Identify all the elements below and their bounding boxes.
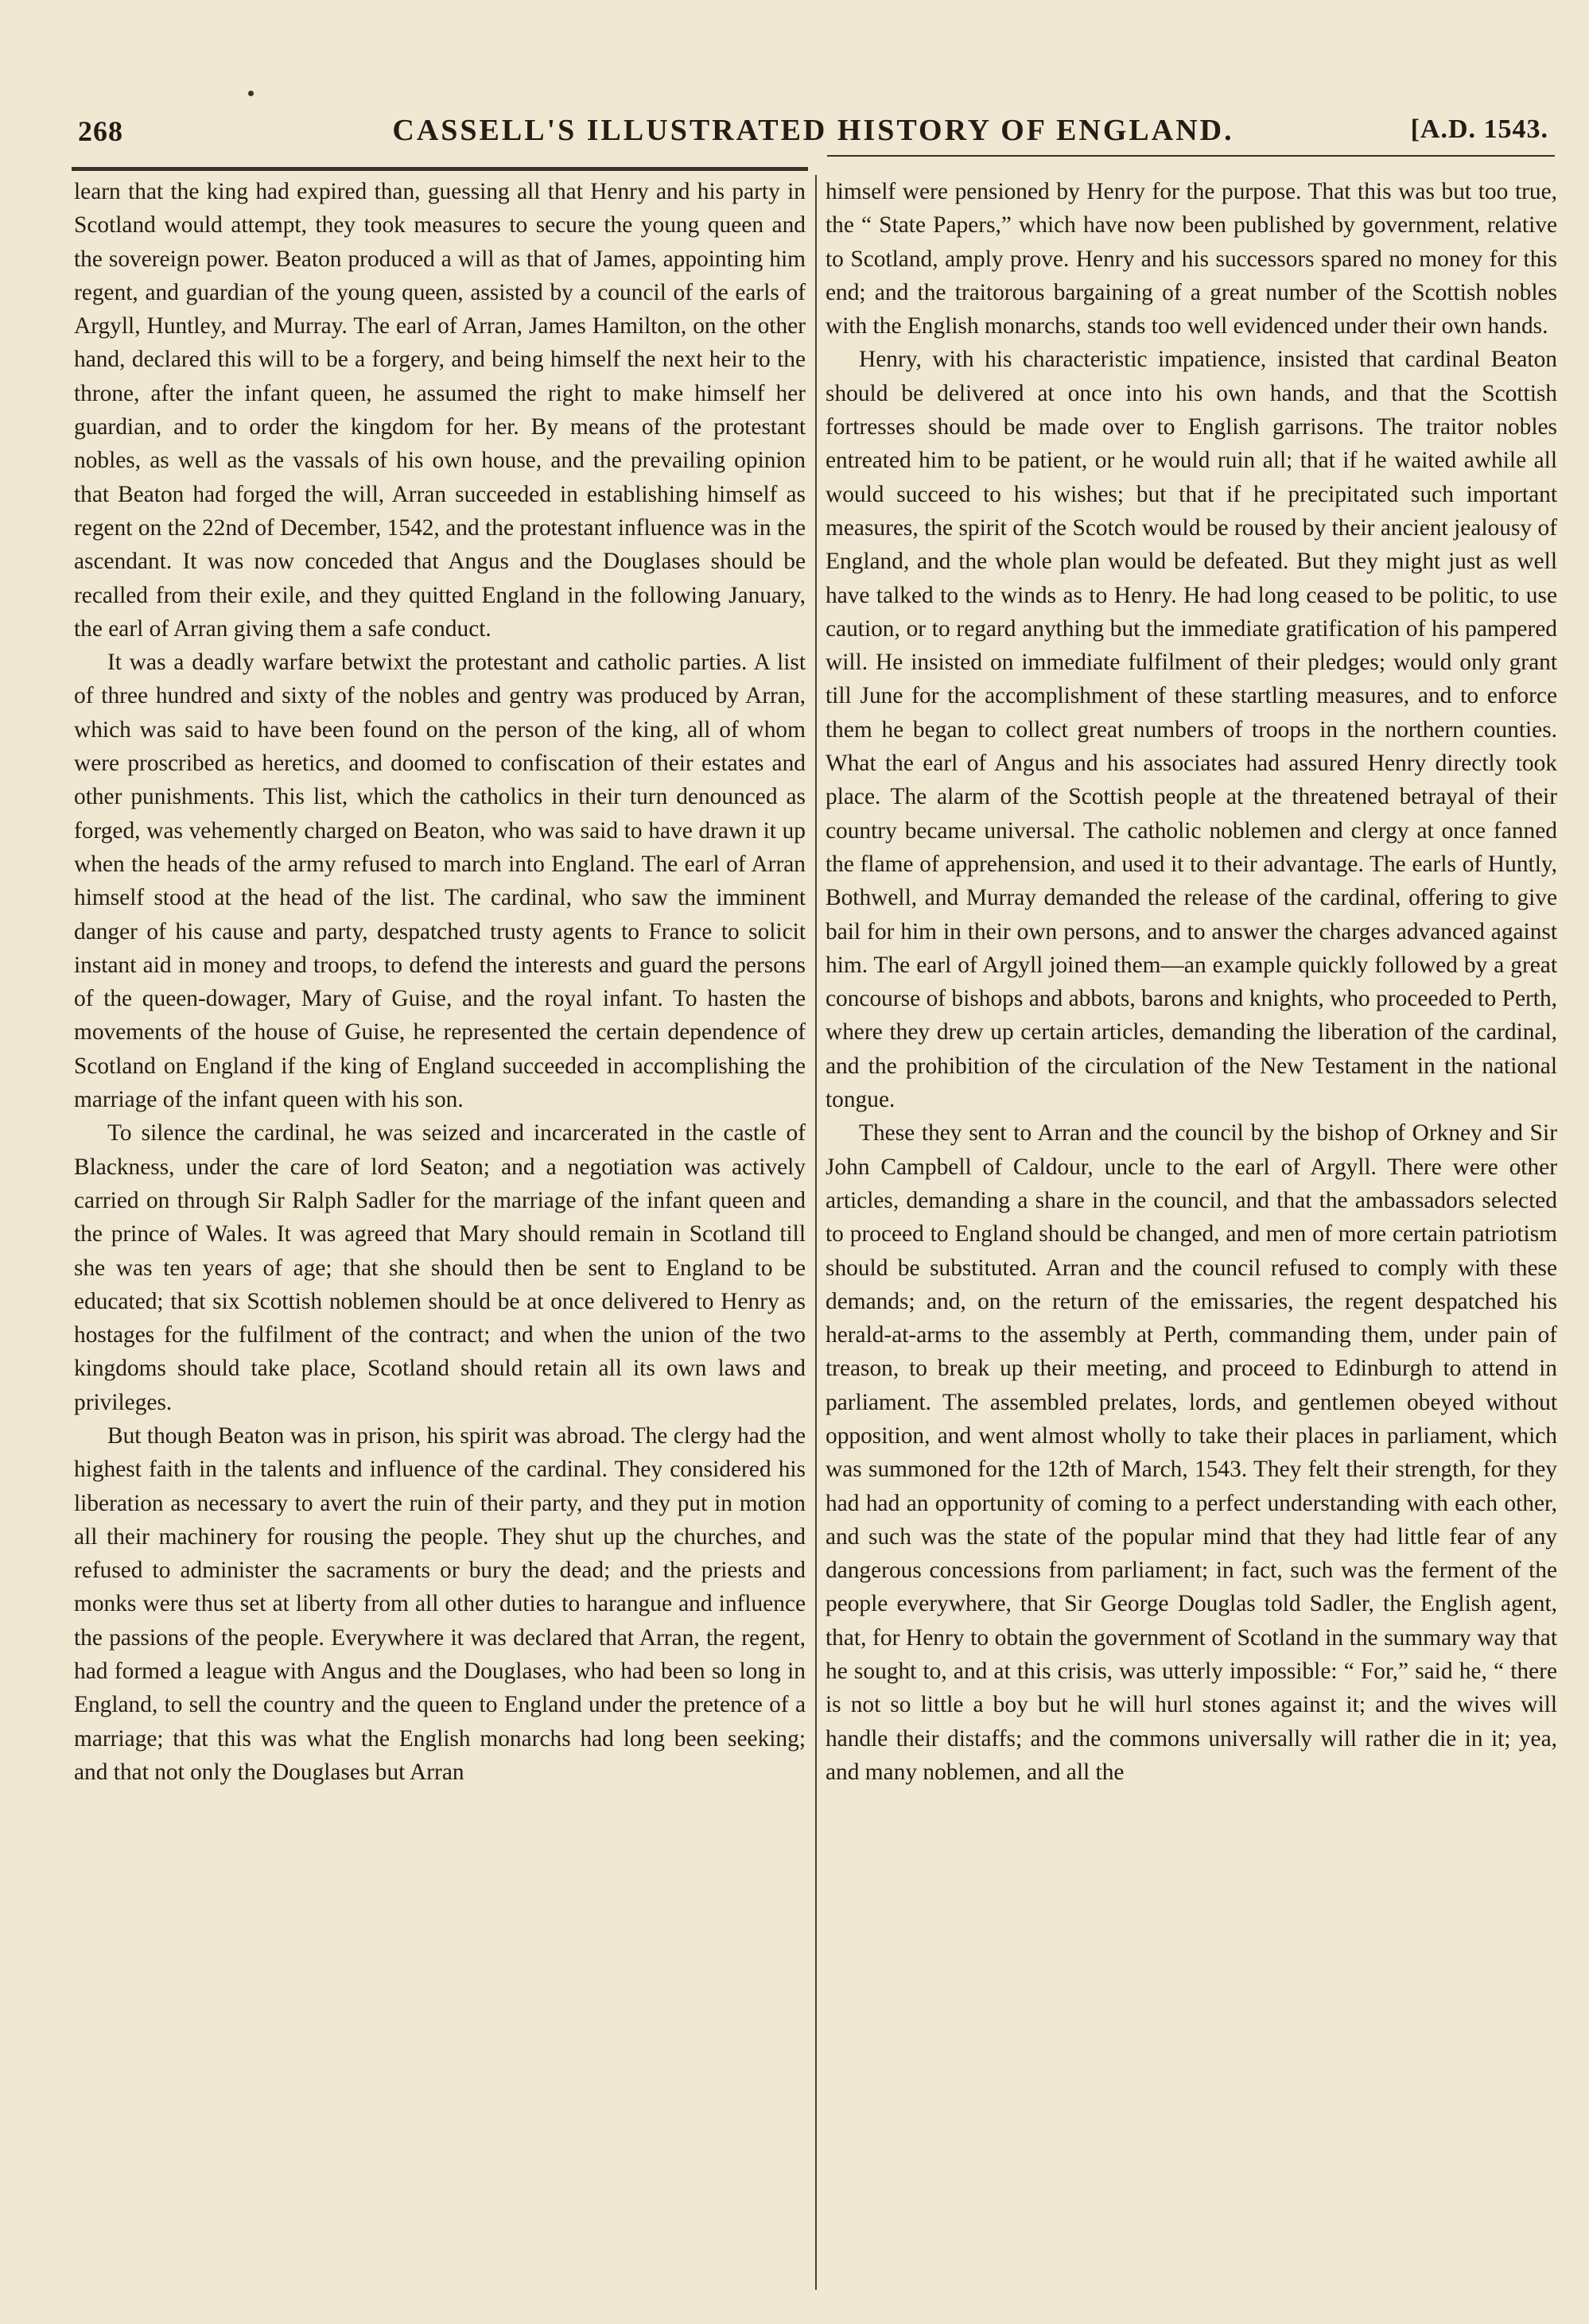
page-number: 268 — [78, 115, 123, 147]
right-column — [826, 175, 1557, 1789]
paragraph: himself were pensioned by Henry for the purpose. That this was but too true, the “ State Papers,” which have now been published by government, relative to Scotland, amply prove. Henry and his successors spared no money for this end; and the traitorous bargaining of a great number of the Scottish nobles with the English monarchs, stands too well evidenced under their own hands. — [826, 179, 1557, 339]
paragraph: learn that the king had expired than, guessing all that Henry and his party in Scotland would attempt, they took measures to secure the young queen and the sovereign power. Beaton produced a will as that of James, appointing him regent, and guardian of the young queen, assisted by a council of the earls of Argyll, Huntley, and Murray. The earl of Arran, James Hamilton, on the other hand, declared this will to be a forgery, and being himself the next heir to the throne, after the infant queen, he assumed the right to make himself her guardian, and to order the kingdom for her. By means of the protestant nobles, as well as the vassals of his own house, and the prevailing opinion that Beaton had forged the will, Arran succeeded in establishing himself as regent on the 22nd of December, 1542, and the protestant influence was in the ascendant. It was now conceded that Angus and the Douglases should be recalled from their exile, and they quitted England in the following January, the earl of Arran giving them a safe conduct. — [74, 179, 806, 642]
running-header — [72, 110, 1555, 157]
left-column — [74, 175, 806, 1789]
running-title: CASSELL'S ILLUSTRATED HISTORY OF ENGLAND. — [392, 114, 1234, 147]
paragraph: It was a deadly warfare betwixt the protestant and catholic parties. A list of three hundred and sixty of the nobles and gentry was produced by Arran, which was said to have been found on the person of the king, all of whom were proscribed as heretics, and doomed to confiscation of their estates and other punishments. This list, which the catholics in their turn denounced as forged, was vehemently charged on Beaton, who was said to have drawn it up when the heads of the army refused to march into England. The earl of Arran himself stood at the head of the list. The cardinal, who saw the imminent danger of his cause and party, despatched trusty agents to France to solicit instant aid in money and troops, to defend the interests and guard the persons of the queen-dowager, Mary of Guise, and the royal infant. To hasten the movements of the house of Guise, he represented the certain dependence of Scotland on England if the king of England succeeded in accomplishing the marriage of the infant queen with his son. — [74, 650, 806, 1113]
header-rule-right — [827, 155, 1555, 157]
header-date: [A.D. 1543. — [1410, 114, 1548, 144]
paragraph: But though Beaton was in prison, his spirit was abroad. The clergy had the highest faith in the talents and influence of the cardinal. They considered his liberation as necessary to avert the ruin of their party, and they put in motion all their machinery for rousing the people. They shut up the churches, and refused to administer the sacraments or bury the dead; and the priests and monks were thus set at liberty from all other duties to harangue and influence the passions of the people. Everywhere it was declared that Arran, the regent, had formed a league with Angus and the Douglases, who had been so long in England, to sell the country and the queen to England under the pretence of a marriage; that this was what the English monarchs had long been seeking; and that not only the Douglases but Arran — [74, 1422, 806, 1785]
column-divider — [815, 175, 817, 2290]
paragraph: Henry, with his characteristic impatience, insisted that cardinal Beaton should be delivered at once into his own hands, and that the Scottish fortresses should be made over to English garrisons. The traitor nobles entreated him to be patient, or he would ruin all; that if he waited awhile all would succeed to his wishes; but that if he precipitated such important measures, the spirit of the Scotch would be roused by their ancient jealousy of England, and the whole plan would be defeated. But they might just as well have talked to the winds as to Henry. He had long ceased to be politic, to use caution, or to regard anything but the immediate gratification of his pampered will. He insisted on immediate fulfilment of their pledges; would only grant till June for the accomplishment of these startling measures, and to enforce them he began to collect great numbers of troops in the northern counties. What the earl of Angus and his associates had assured Henry directly took place. The alarm of the Scottish people at the threatened betrayal of their country became universal. The catholic noblemen and clergy at once fanned the flame of apprehension, and used it to their advantage. The earls of Huntly, Bothwell, and Murray demanded the release of the cardinal, offering to give bail for him in their own persons, and to answer the charges advanced against him. The earl of Argyll joined them—an example quickly followed by a great concourse of bishops and abbots, barons and knights, who proceeded to Perth, where they drew up certain articles, demanding the liberation of the cardinal, and the prohibition of the circulation of the New Testament in the national tongue. — [826, 347, 1557, 1113]
paragraph: To silence the cardinal, he was seized and incarcerated in the castle of Blackness, under the care of lord Seaton; and a negotiation was actively carried on through Sir Ralph Sadler for the marriage of the infant queen and the prince of Wales. It was agreed that Mary should remain in Scotland till she was ten years of age; that she should then be sent to England to be educated; that six Scottish noblemen should be at once delivered to Henry as hostages for the fulfilment of the contract; and when the union of the two kingdoms should take place, Scotland should retain all its own laws and privileges. — [74, 1120, 806, 1415]
ink-dot — [248, 91, 254, 96]
paragraph: These they sent to Arran and the council by the bishop of Orkney and Sir John Campbell of Caldour, uncle to the earl of Argyll. There were other articles, demanding a share in the council, and that the ambassadors selected to proceed to England should be changed, and men of more certain patriotism should be substituted. Arran and the council refused to comply with these demands; and, on the return of the emissaries, the regent despatched his herald-at-arms to the assembly at Perth, commanding them, under pain of treason, to break up their meeting, and proceed to Edinburgh to attend in parliament. The assembled prelates, lords, and gentlemen obeyed without opposition, and went almost wholly to take their places in parliament, which was summoned for the 12th of March, 1543. They felt their strength, for they had had an opportunity of coming to a perfect understanding with each other, and such was the state of the popular mind that they had little fear of any dangerous concessions from parliament; in fact, such was the ferment of the people everywhere, that Sir George Douglas told Sadler, the English agent, that, for Henry to obtain the government of Scotland in the summary way that he sought to, and at this crisis, was utterly impossible: “ For,” said he, “ there is not so little a boy but he will hurl stones against it; and the wives will handle their distaffs; and the commons universally will rather die in it; yea, and many noblemen, and all the — [826, 1120, 1557, 1785]
header-rule-left — [72, 167, 808, 171]
